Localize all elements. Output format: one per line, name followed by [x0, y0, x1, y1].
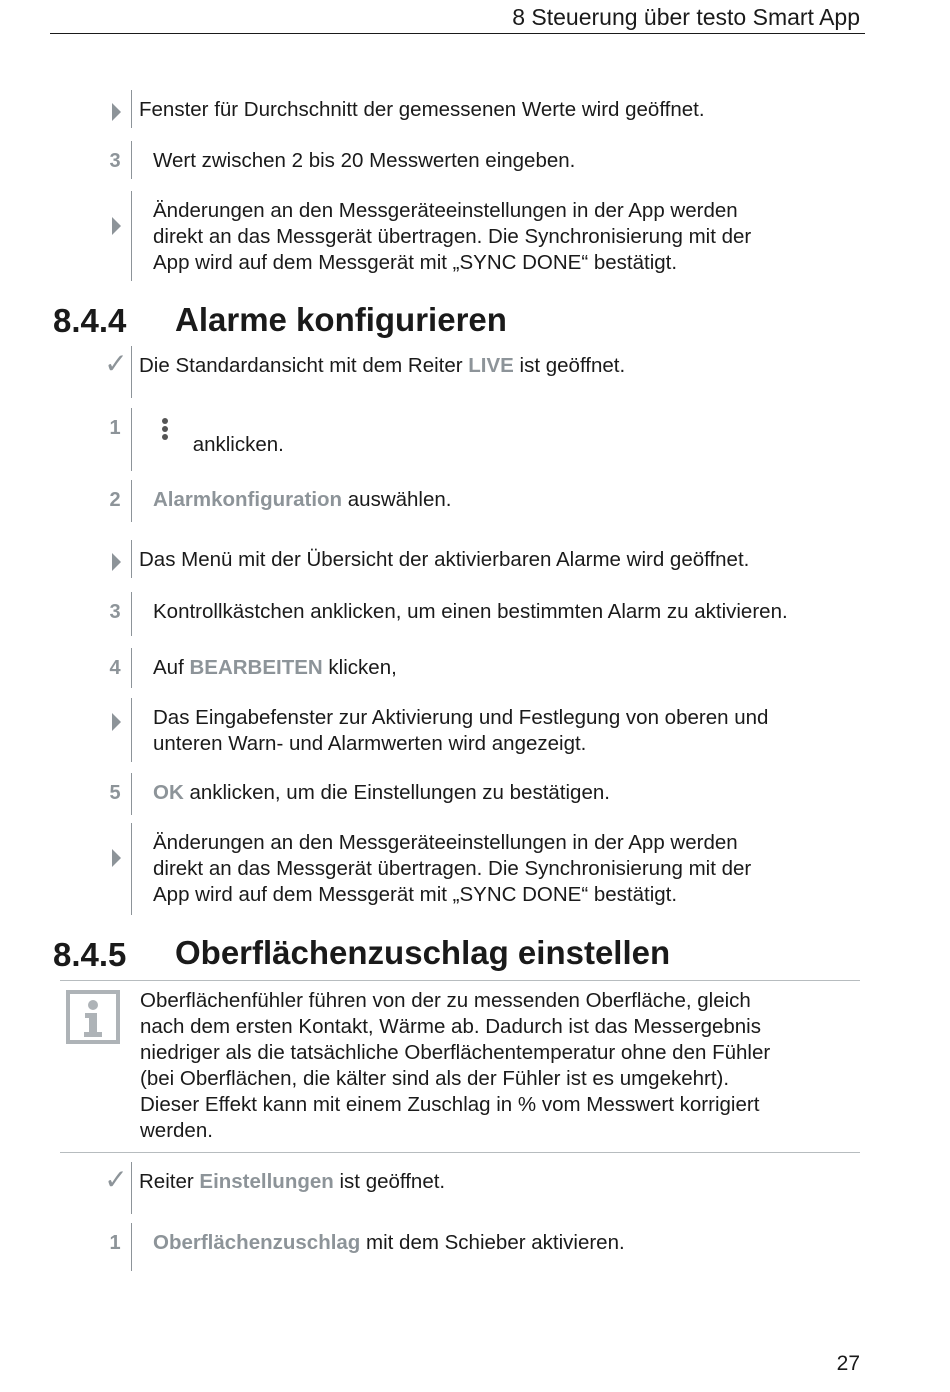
step-number: 3	[109, 150, 121, 172]
step-number: 3	[109, 601, 121, 623]
step-number: 1	[109, 417, 121, 439]
step-text: Änderungen an den Messgeräteeinstellungen in der App werden direkt an das Messgerät übertragen. Die Synchronisierung mit der App wird auf dem Messgerät mit „SYNC DONE“ bestätigt.	[153, 831, 752, 906]
step-text: Das Eingabefenster zur Aktivierung und Festlegung von oberen und unteren Warn- und Alarmwerten wird angezeigt.	[153, 706, 769, 755]
checkmark-icon: ✓	[104, 1164, 128, 1195]
info-box-top-rule	[60, 980, 860, 981]
step-text: OK anklicken, um die Einstellungen zu bestätigen.	[153, 781, 610, 804]
step-text: Das Menü mit der Übersicht der aktivierbaren Alarme wird geöffnet.	[139, 548, 750, 571]
result-arrow-icon	[100, 211, 130, 235]
kebab-menu-icon	[159, 416, 171, 442]
section-title: Oberflächenzuschlag einstellen	[175, 934, 671, 971]
step-text: Oberflächenzuschlag mit dem Schieber aktivieren.	[153, 1231, 625, 1254]
section-number: 8.4.5	[53, 936, 127, 973]
step-number: 5	[109, 782, 121, 804]
header-rule	[50, 33, 865, 34]
step-text: Reiter Einstellungen ist geöffnet.	[139, 1170, 446, 1193]
step-text: Wert zwischen 2 bis 20 Messwerten eingeben.	[153, 149, 576, 172]
result-arrow-icon	[100, 97, 130, 121]
step-number: 4	[109, 657, 121, 679]
info-note: Oberflächenfühler führen von der zu messenden Oberfläche, gleich nach dem ersten Kontakt, Wärme ab. Dadurch ist das Messergebnis niedriger als die tatsächliche Oberflächentemperatur ohne den Fühler (bei Oberflächen, die kälter sind als der Fühler ist es umgekehrt). Dieser Effekt kann mit einem Zuschlag in % vom Messwert korrigiert werden.	[140, 989, 771, 1142]
step-number: 2	[109, 489, 121, 511]
step-number: 1	[109, 1232, 121, 1254]
result-arrow-icon	[100, 547, 130, 571]
result-arrow-icon	[100, 707, 130, 731]
step-text: Die Standardansicht mit dem Reiter LIVE ist geöffnet.	[139, 354, 626, 377]
info-box-bottom-rule	[60, 1152, 860, 1153]
step-text: Alarmkonfiguration auswählen.	[153, 488, 452, 511]
result-arrow-icon	[100, 843, 130, 867]
step-text: Fenster für Durchschnitt der gemessenen Werte wird geöffnet.	[139, 98, 705, 121]
section-title: Alarme konfigurieren	[175, 301, 507, 338]
checkmark-icon: ✓	[104, 348, 128, 379]
info-icon	[66, 990, 120, 1044]
running-head: 8 Steuerung über testo Smart App	[512, 4, 860, 30]
step-text: anklicken.	[153, 432, 863, 458]
step-text: Auf BEARBEITEN klicken,	[153, 656, 397, 679]
step-text: Änderungen an den Messgeräteeinstellungen in der App werden direkt an das Messgerät übertragen. Die Synchronisierung mit der App wird auf dem Messgerät mit „SYNC DONE“ bestätigt.	[153, 199, 752, 274]
step-text: Kontrollkästchen anklicken, um einen bestimmten Alarm zu aktivieren.	[153, 600, 788, 623]
section-number: 8.4.4	[53, 302, 127, 339]
page-number: 27	[836, 1352, 860, 1375]
